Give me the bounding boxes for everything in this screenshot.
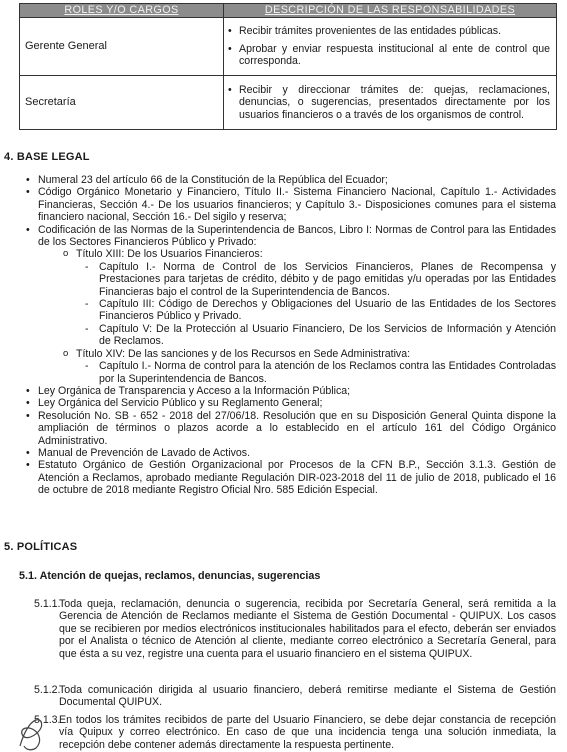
policy-text: Toda queja, reclamación, denuncia o sugerencia, recibida por Secretaría General, será remitida a la Gerencia de Atención de Reclamos mediante el Sistema de Gestión Documental - QUIPUX. Los casos que se recibieren por medios electrónicos institucionales habilitados para el efecto, deberán ser enviados por el Analista o técnico de Atención al cliente, mediante correo electrónico a Secretaría General, para que ésta a su vez, registre una cuenta para el usuario financiero en el sistema QUIPUX. [59, 598, 556, 660]
policy-text: En todos los trámites recibidos de parte del Usuario Financiero, se debe dejar constancia de recepción vía Quipux y correo electrónico. En caso de que una incidencia tenga una solución inmediata, la recepción debe contener además directamente la respuesta pertinente. [59, 714, 556, 751]
responsibility-item: • Recibir trámites provenientes de las entidades públicas. [224, 25, 556, 37]
capitulo-item: - Capítulo I.- Norma de control para la atención de los Reclamos contra las Entidades Controladas por la Superintendencia de Bancos. [76, 360, 556, 385]
table-row [20, 18, 557, 76]
signature-scribble [14, 716, 50, 752]
list-item: • Resolución No. SB - 652 - 2018 del 27/06/18. Resolución que en su Disposición General Quinta dispone la ampliación de términos o plazos acorde a lo establecido en el artículo 161 del Código Orgánico Administrativo. [22, 410, 556, 447]
roles-table [19, 3, 557, 130]
description-cell [224, 76, 557, 130]
policy-item [34, 684, 556, 709]
list-item-text: Codificación de las Normas de la Superintendencia de Bancos, Libro I: Normas de Control para las Entidades de los Sectores Financieros Público y Privado: [38, 223, 556, 249]
list-item: • Ley Orgánica del Servicio Público y su Reglamento General; [22, 397, 556, 409]
table-row [20, 76, 557, 130]
sublist-item [63, 248, 556, 347]
policy-item [34, 598, 556, 660]
list-item: • Numeral 23 del artículo 66 de la Constitución de la República del Ecuador; [22, 174, 556, 186]
description-cell [224, 18, 557, 76]
section-heading-base-legal: 4. BASE LEGAL [4, 151, 90, 163]
responsibility-item: • Recibir y direccionar trámites de: quejas, reclamaciones, denuncias, o sugerencias, presentados directamente por los usuarios financieros o a través de los organismos de control. [224, 84, 556, 121]
section-heading-politicas: 5. POLÍTICAS [4, 541, 78, 553]
capitulo-item: - Capítulo V: De la Protección al Usuario Financiero, De los Servicios de Información y Atención de Reclamos. [76, 323, 556, 348]
policy-text: Toda comunicación dirigida al usuario financiero, deberá remitirse mediante el Sistema de Gestión Documental QUIPUX. [59, 684, 556, 709]
policy-number: 5.1.2. [34, 684, 61, 696]
column-header-responsabilidades: DESCRIPCIÓN DE LAS RESPONSABILIDADES [224, 4, 557, 18]
responsibility-item: • Aprobar y enviar respuesta institucional al ente de control que corresponda. [224, 43, 556, 68]
policy-item [34, 714, 556, 751]
role-cell: Secretaría [20, 76, 224, 130]
list-item [22, 224, 556, 385]
policy-number: 5.1.1. [34, 598, 61, 610]
list-item: • Manual de Prevención de Lavado de Activos. [22, 447, 556, 459]
capitulo-item: - Capítulo I.- Norma de Control de los Servicios Financieros, Planes de Recompensa y Prestaciones para tarjetas de crédito, débito y de pago emitidas y/u operadas por las Entidades Financieras bajo el control de la Superintendencia de Bancos. [76, 261, 556, 298]
list-item: • Estatuto Orgánico de Gestión Organizacional por Procesos de la CFN B.P., Sección 3.1.3. Gestión de Atención a Reclamos, aprobado mediante Regulación DIR-023-2018 del 11 de julio de 2018, publicado el 16 de octubre de 2018 mediante Registro Oficial Nro. 585 Edición Especial. [22, 459, 556, 496]
list-item: • Ley Orgánica de Transparencia y Acceso a la Información Pública; [22, 385, 556, 397]
base-legal-list [22, 174, 556, 497]
subsection-heading: 5.1. Atención de quejas, reclamos, denuncias, sugerencias [19, 570, 321, 582]
titulo-xiv: Título XIV: De las sanciones y de los Recursos en Sede Administrativa: [76, 347, 411, 360]
sublist-item [63, 348, 556, 385]
role-cell: Gerente General [20, 18, 224, 76]
table-header-row [20, 4, 557, 18]
column-header-roles: ROLES Y/O CARGOS [20, 4, 224, 18]
titulo-xiii: Título XIII: De los Usuarios Financieros: [76, 248, 263, 261]
list-item: • Código Orgánico Monetario y Financiero, Título II.- Sistema Financiero Nacional, Capítulo 1.- Actividades Financieras, Sección 4.- De los usuarios financieros; y Capítulo 3.- Disposiciones comunes para el sistema financiero nacional, Sección 16.- Del sigilo y reserva; [22, 186, 556, 223]
policy-number: 5.1.3. [34, 714, 61, 726]
capitulo-item: - Capítulo III: Código de Derechos y Obligaciones del Usuario de las Entidades de los Sectores Financieros Público y Privado. [76, 298, 556, 323]
